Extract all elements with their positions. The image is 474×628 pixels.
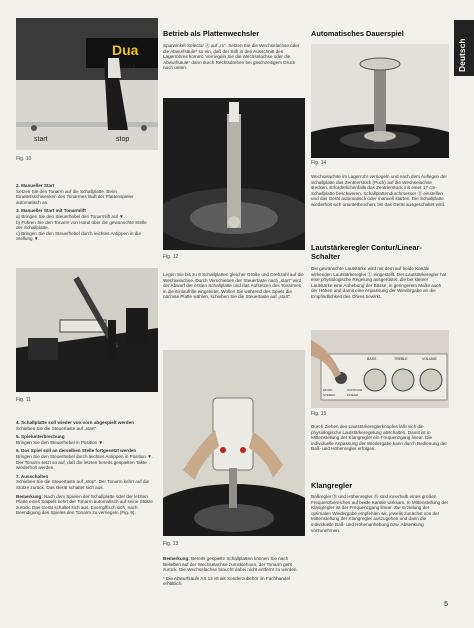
- item-4-body: Schieben Sie die Steuertaste auf „start".: [16, 425, 98, 431]
- item-3-c: c) Bringen Sie den Steuerhebel durch leichtes Antippen in die Stellung ▼.: [16, 230, 141, 242]
- start-label: start: [34, 136, 48, 143]
- volume-body: Die gewünschte Lautstärke wird mit dem auf beide Kanäle wirkenden Lautstärkeregler Ⓛ eingestellt. Der Lautstärkeregler hat eine physiologische Regelung ausgerüstet, die bei kleiner Lautstärke eine Anhebung der Bässe, in geringerem Maße auch der Höhen und damit eine Anpassung der Wiedergabe an die Empfindlichkeit des Ohres bewirkt.: [311, 266, 447, 299]
- record-stack-photo: [163, 350, 305, 536]
- turntable-control-photo: [16, 18, 158, 150]
- auto-play-body: Wechselachse im Lagerrohr verriegeln und nach dem Auflegen der Schallplatte das Zentrierstück (Puck) auf die Wechselachse stecken. Erforderlichenfalls das Zentrierstück mit einer 17 cm-Schallplatte beschweren. Schallplattendurchmesser Ⓓ einstellen und das Gerät automatisch oder manuell starten. Die Schallplatte wiederholt sich ununterbrochen, bis das Gerät ausgeschaltet wird.: [311, 174, 448, 207]
- item-7-body: Schieben Sie die Steuertaste auf „stop". Der Tonarm kehrt auf die Stütze zurück. Das Gerät schaltet sich aus.: [16, 479, 150, 490]
- stop-label: stop: [116, 136, 130, 143]
- item-5-body: Bringen Sie den Steuerhebel in Position ▼.: [16, 439, 105, 445]
- item-6-body: Bringen Sie den Steuerhebel durch leichtes Antippen in Position ▼. Der Tonarm setzt so auf, daß die letzten bereits gespielten Takte wiederholt werden.: [16, 453, 154, 471]
- item-3-b: b) Führen Sie den Tonarm von Hand über die gewünschte Stelle der Schallplatte.: [16, 219, 147, 231]
- volume-heading: Lautstärkeregler Contur/Linear-Schalter: [311, 243, 422, 261]
- item-7-title: 7. Ausschalten: [16, 473, 49, 479]
- volume-knob-label: VOLUME: [422, 357, 437, 361]
- item-3-a: a) Bringen Sie den Steuerhebel den Tonarmlift auf ▼.: [16, 213, 125, 219]
- figure-13: [163, 350, 305, 536]
- note-1-title: Bemerkung:: [16, 493, 43, 499]
- note-2-title: Bemerkung:: [163, 556, 190, 561]
- figure-14: [311, 44, 449, 158]
- tone-body: Baßregler Ⓑ und Höhenregler Ⓗ sind innerhalb eines großen Frequenzbereiches auf beide Kanäle wirksam. In Mittenstellung der Klangregler ist der Frequenzgang linear. Zur Erzielung der optimalen Wiedergabe empfehlen wir, jeweils zunächst von der Mittenstellung der Klangregler auszugehen und dann die individuelle Baß- und Höhenanhebung bzw. Absenkung vorzunehmen.: [311, 494, 449, 533]
- changer-intro: Spurwinkel-Selector Ⓐ auf „m". Setzen Sie die Wechselachse oder die Abwurfsäule* so ein, daß der Stift in den Ausschnitt des Lagerrohres kommt. Verriegeln Sie die Wechselachse oder die Abwurfsäule* dann durch Rechtsdrehen bei gleichzeitigem Druck nach unten.: [163, 43, 300, 71]
- figure-11-label: Fig. 11: [16, 397, 31, 403]
- figure-13-label: Fig. 13: [163, 541, 179, 547]
- puck-spindle-photo: [311, 44, 449, 158]
- tonearm-lift-photo: [16, 268, 158, 392]
- figure-14-label: Fig. 14: [311, 160, 327, 166]
- bass-knob-label: BASS: [367, 357, 377, 361]
- treble-knob-label: TREBLE: [394, 357, 408, 361]
- item-2-body: Setzen Sie den Tonarm auf die Schallplatte. Beim Einwärtsschwenken des Tonarmes läuft der Plattenspieler automatisch an.: [16, 188, 134, 205]
- dual-logo: Dua: [112, 42, 139, 58]
- mode-label-1: MONO: [323, 388, 333, 392]
- instructions-1: [16, 183, 154, 245]
- mode-label-4: LINEAR: [347, 393, 358, 397]
- mode-label-3: CONTOUR: [347, 388, 363, 392]
- page-number: 5: [444, 601, 448, 608]
- changer-body: Legen Sie bis zu 6 Schallplatten gleicher Größe und Drehzahl auf die Wechselachse. Durch Verschieben der Steuertaste nach „start" wird der Abwurf der ersten Schallplatte und das Aufsetzen des Tonarmes in die Einlaufrille eingeleitet. Wollen Sie während des Spiels die nächste Platte wählen, schieben Sie die Steuertaste auf „start".: [163, 272, 304, 300]
- language-label: Deutsch: [457, 38, 467, 72]
- figure-15-label: Fig. 15: [311, 411, 327, 417]
- contour-body: Durch Ziehen des Lautstärkereglerknopfes läßt sich die physiologische Lautstärkeregelung abschalten. Damit ist in Mittenstellung der Klangregler ein Frequenzgang linear. Die individuelle Anpassung der Wiedergabe kann durch Bedienung der Baß- und Höhenregler erfolgen.: [311, 424, 447, 452]
- figure-12: [163, 98, 305, 250]
- tone-heading: Klangregler: [311, 481, 353, 490]
- auto-play-heading: Automatisches Dauerspiel: [311, 29, 404, 38]
- note-1-body: Nach dem Spielen der Schallplatte oder der letzten Platte eines Stapels kehrt der Tonarm automatisch auf seine Stütze zurück. Das Gerät schaltet sich aus. Exemplfisch sich, nach Beendigung des Spieles den Tonarm zu verriegeln (Fig. 9).: [16, 493, 153, 516]
- changer-spindle-photo: [163, 98, 305, 250]
- figure-11: [16, 268, 158, 392]
- figure-12-label: Fig. 12: [163, 254, 179, 260]
- language-tab: [454, 20, 474, 76]
- note-2-body: Bereits gespielte Schallplatten können Sie nach Belieben auf der Wechselachse zurücklehnen, der Tonarm geht zurück. Die Wechselachse braucht dabei nicht entfernt zu werden.: [163, 556, 298, 573]
- item-3-title: 3. Manueller Start mit Tonarmlift: [16, 208, 86, 214]
- instructions-2: [16, 420, 154, 519]
- model-number: 1 2 1 8: [120, 64, 136, 70]
- figure-10-label: Fig. 10: [16, 156, 32, 162]
- footnote: * Die Abwurfsäule AS 12 ist als Sonderzubehör im Fachhandel erhältlich.: [163, 575, 290, 587]
- item-6-title: 6. Das Spiel soll an derselben Stelle fortgesetzt werden: [16, 448, 137, 454]
- figure-10: [16, 18, 158, 150]
- item-2-title: 2. Manueller Start: [16, 183, 55, 188]
- mode-label-2: STEREO: [323, 393, 336, 397]
- item-4-title: 4. Schallplatte soll wieder von vorn abgespielt werden: [16, 420, 134, 425]
- figure-15: [311, 330, 449, 408]
- changer-notes: [163, 556, 304, 590]
- changer-heading: Betrieb als Plattenwechsler: [163, 29, 260, 38]
- item-5-title: 5. Spielunterbrechung: [16, 434, 65, 440]
